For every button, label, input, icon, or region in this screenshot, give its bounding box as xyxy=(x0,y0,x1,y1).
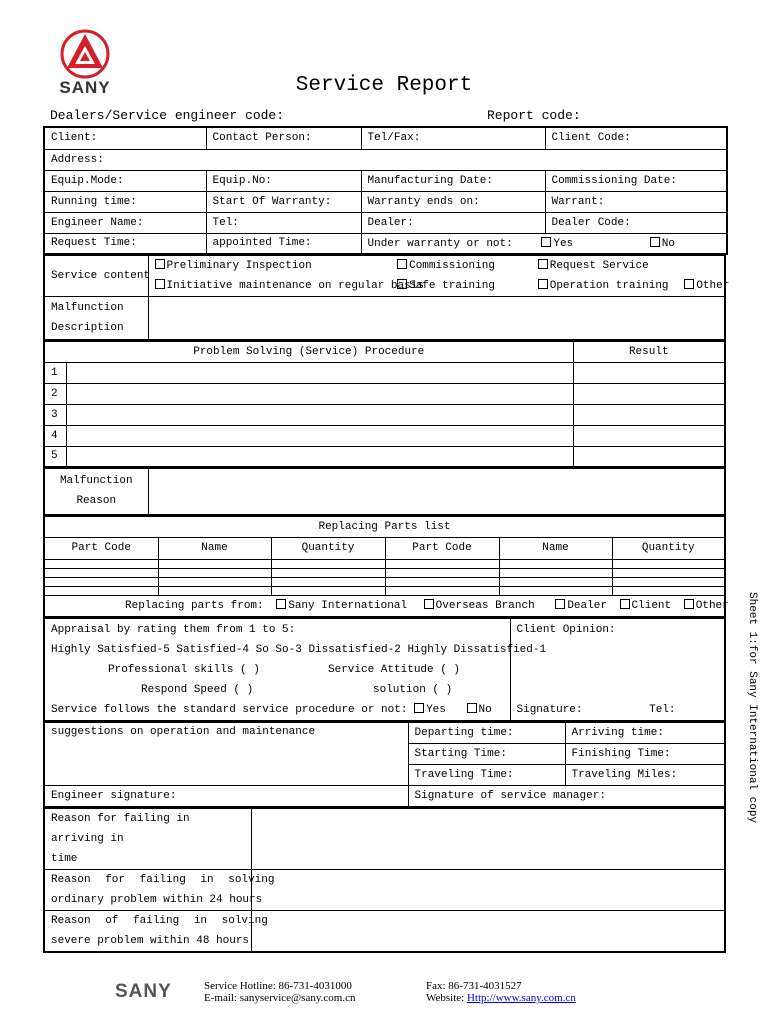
client-opinion-label: Client Opinion: xyxy=(516,624,616,636)
website-label: Website: xyxy=(426,992,465,1004)
appraisal-intro: Appraisal by rating them from 1 to 5: xyxy=(51,624,296,636)
starting-time-field[interactable]: Starting Time: xyxy=(408,744,565,765)
tel-field[interactable]: Tel: xyxy=(206,212,361,233)
footer-fax-website xyxy=(426,980,576,1004)
malfunction-reason-input[interactable] xyxy=(148,469,725,515)
client-code-field[interactable]: Client Code: xyxy=(545,127,727,149)
col-part-code: Part Code xyxy=(44,537,158,559)
checkbox-icon xyxy=(684,279,694,289)
option-preliminary-inspection[interactable]: Preliminary Inspection xyxy=(155,256,391,276)
client-field[interactable]: Client: xyxy=(44,127,206,149)
service-attitude-rating[interactable]: Service Attitude ( ) xyxy=(328,664,461,676)
start-warranty-field[interactable]: Start Of Warranty: xyxy=(206,191,361,212)
option-safe-training[interactable]: Safe training xyxy=(397,276,531,296)
step-input[interactable] xyxy=(66,404,573,425)
step-input[interactable] xyxy=(66,446,573,467)
warranty-no-checkbox[interactable] xyxy=(650,238,675,250)
checkbox-icon xyxy=(414,703,424,713)
checkbox-icon xyxy=(397,259,407,269)
checkbox-icon xyxy=(538,279,548,289)
arriving-time-field[interactable]: Arriving time: xyxy=(565,723,725,744)
warranty-yes-checkbox[interactable] xyxy=(541,238,573,250)
under-warranty-label: Under warranty or not: xyxy=(367,237,513,250)
appraisal-scale: Highly Satisfied-5 Satisfied-4 So So-3 Dissatisfied-2 Highly Dissatisfied-1 xyxy=(51,644,547,656)
professional-skills-rating[interactable]: Professional skills ( ) xyxy=(108,664,260,676)
fax-number: Fax: 86-731-4031527 xyxy=(426,980,522,992)
table-row xyxy=(44,577,725,586)
contact-person-field[interactable]: Contact Person: xyxy=(206,127,361,149)
dealer-field[interactable]: Dealer: xyxy=(361,212,545,233)
source-client[interactable]: Client xyxy=(620,600,672,612)
step-number: 2 xyxy=(44,383,66,404)
request-time-field[interactable]: Request Time: xyxy=(44,233,206,254)
result-input[interactable] xyxy=(573,446,725,467)
sheet-copy-note: Sheet 1:for Sany International copy xyxy=(746,592,758,824)
logo-text: SANY xyxy=(59,78,111,97)
step-number: 5 xyxy=(44,446,66,467)
parts-table xyxy=(43,516,729,619)
page-title: Service Report xyxy=(295,74,473,97)
client-opinion-cell[interactable] xyxy=(510,619,725,722)
dealer-code-label: Dealers/Service engineer code: xyxy=(50,108,285,123)
running-time-field[interactable]: Running time: xyxy=(44,191,206,212)
warranty-ends-field[interactable]: Warranty ends on: xyxy=(361,191,545,212)
service-hotline: Service Hotline: 86-731-4031000 xyxy=(204,980,352,992)
checkbox-icon xyxy=(650,237,660,247)
traveling-miles-field[interactable]: Traveling Miles: xyxy=(565,765,725,786)
standard-no-checkbox[interactable]: No xyxy=(467,704,492,716)
table-row xyxy=(44,559,725,568)
checkbox-icon xyxy=(538,259,548,269)
engineer-signature-field[interactable]: Engineer signature: xyxy=(44,786,408,807)
under-warranty-row xyxy=(361,233,727,254)
table-row xyxy=(44,568,725,577)
appointed-time-field[interactable]: appointed Time: xyxy=(206,233,361,254)
info-table xyxy=(43,126,728,255)
parts-title: Replacing Parts list xyxy=(44,516,725,537)
checkbox-icon xyxy=(555,599,565,609)
address-field[interactable]: Address: xyxy=(44,149,727,170)
checkbox-icon xyxy=(276,599,286,609)
step-number: 3 xyxy=(44,404,66,425)
equip-no-field[interactable]: Equip.No: xyxy=(206,170,361,191)
malfunction-description-input[interactable] xyxy=(148,297,725,340)
result-input[interactable] xyxy=(573,362,725,383)
manager-signature-field[interactable]: Signature of service manager: xyxy=(408,786,725,807)
manufacturing-date-field[interactable]: Manufacturing Date: xyxy=(361,170,545,191)
step-input[interactable] xyxy=(66,362,573,383)
solution-rating[interactable]: solution ( ) xyxy=(373,684,453,696)
source-dealer[interactable]: Dealer xyxy=(555,600,607,612)
failure-ordinary-label: Reason for failing in solving ordinary problem within 24 hours xyxy=(44,869,251,910)
tel-fax-field[interactable]: Tel/Fax: xyxy=(361,127,545,149)
traveling-time-field[interactable]: Traveling Time: xyxy=(408,765,565,786)
failure-arriving-label: Reason for failing in arriving in time xyxy=(44,808,251,869)
equip-mode-field[interactable]: Equip.Mode: xyxy=(44,170,206,191)
result-input[interactable] xyxy=(573,404,725,425)
parts-source-label: Replacing parts from: xyxy=(125,600,264,613)
result-input[interactable] xyxy=(573,425,725,446)
failure-arriving-input[interactable] xyxy=(251,808,725,869)
checkbox-icon xyxy=(155,279,165,289)
checkbox-icon xyxy=(541,237,551,247)
departing-time-field[interactable]: Departing time: xyxy=(408,723,565,744)
report-code-label: Report code: xyxy=(487,108,581,123)
option-request-service[interactable]: Request Service xyxy=(538,260,649,272)
step-number: 1 xyxy=(44,362,66,383)
sany-emblem-icon xyxy=(55,28,115,80)
client-tel-label: Tel: xyxy=(649,704,676,716)
procedure-header: Problem Solving (Service) Procedure xyxy=(44,341,573,362)
checkbox-icon xyxy=(397,279,407,289)
service-content-table xyxy=(43,255,730,341)
service-email: E-mail: sanyservice@sany.com.cn xyxy=(204,992,356,1004)
service-content-options xyxy=(148,256,730,297)
col-quantity: Quantity xyxy=(612,537,725,559)
option-initiative-maintenance[interactable]: Initiative maintenance on regular basis xyxy=(155,276,391,296)
result-input[interactable] xyxy=(573,383,725,404)
checkbox-icon xyxy=(684,599,694,609)
parts-source-row xyxy=(44,595,729,617)
source-other[interactable]: Other xyxy=(684,600,729,612)
option-commissioning[interactable]: Commissioning xyxy=(397,256,531,276)
failure-reasons-table xyxy=(43,808,726,953)
standard-procedure-label: Service follows the standard service procedure or not: xyxy=(51,704,408,716)
respond-speed-rating[interactable]: Respond Speed ( ) xyxy=(141,684,254,696)
checkbox-icon xyxy=(620,599,630,609)
source-overseas-branch[interactable]: Overseas Branch xyxy=(424,600,535,612)
col-name: Name xyxy=(499,537,612,559)
service-form xyxy=(43,126,730,953)
standard-yes-checkbox[interactable]: Yes xyxy=(414,704,446,716)
col-part-code: Part Code xyxy=(385,537,499,559)
warranty-yes-label: Yes xyxy=(553,237,574,250)
malfunction-description-label: Malfunction Description xyxy=(44,297,148,340)
malfunction-reason-table xyxy=(43,468,726,516)
engineer-name-field[interactable]: Engineer Name: xyxy=(44,212,206,233)
checkbox-icon xyxy=(424,599,434,609)
appraisal-cell xyxy=(44,619,547,722)
source-sany-international[interactable]: Sany International xyxy=(276,600,407,612)
procedure-table xyxy=(43,341,726,469)
appraisal-table xyxy=(43,618,726,722)
result-header: Result xyxy=(573,341,725,362)
warranty-no-label: No xyxy=(661,237,675,250)
col-name: Name xyxy=(158,537,271,559)
option-operation-training[interactable]: Operation training xyxy=(538,276,678,296)
footer-contact xyxy=(204,980,355,1004)
suggestions-table xyxy=(43,722,726,808)
warrant-field[interactable]: Warrant: xyxy=(545,191,727,212)
commissioning-date-field[interactable]: Commissioning Date: xyxy=(545,170,727,191)
col-quantity: Quantity xyxy=(271,537,385,559)
step-number: 4 xyxy=(44,425,66,446)
step-input[interactable] xyxy=(66,383,573,404)
footer-logo: SANY xyxy=(115,981,172,1002)
table-row xyxy=(44,586,725,595)
service-content-label: Service content xyxy=(44,256,148,297)
malfunction-reason-label: Malfunction Reason xyxy=(44,469,148,515)
step-input[interactable] xyxy=(66,425,573,446)
failure-severe-input[interactable] xyxy=(251,910,725,952)
checkbox-icon xyxy=(155,259,165,269)
website-link[interactable]: Http://www.sany.com.cn xyxy=(466,992,576,1004)
failure-severe-label: Reason of failing in solving severe problem within 48 hours xyxy=(44,910,251,952)
option-other[interactable]: Other xyxy=(684,280,729,292)
suggestions-label[interactable]: suggestions on operation and maintenance xyxy=(44,723,408,786)
checkbox-icon xyxy=(467,703,477,713)
failure-ordinary-input[interactable] xyxy=(251,869,725,910)
dealer-code-field[interactable]: Dealer Code: xyxy=(545,212,727,233)
client-signature-label: Signature: xyxy=(516,704,583,716)
finishing-time-field[interactable]: Finishing Time: xyxy=(565,744,725,765)
